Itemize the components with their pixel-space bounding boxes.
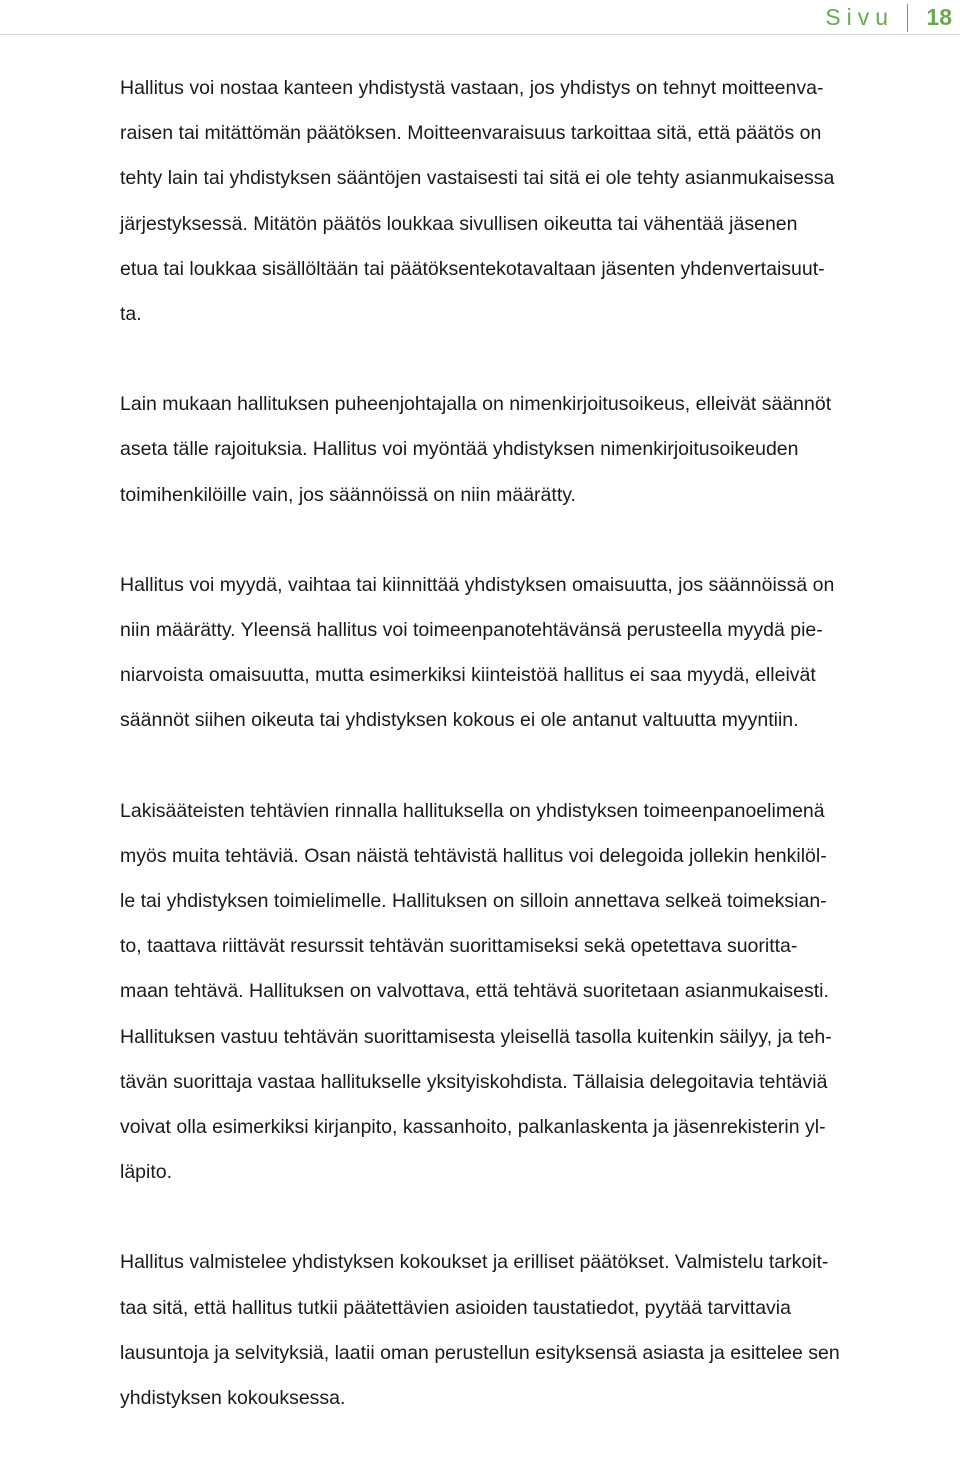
- document-body: [120, 66, 952, 1466]
- text-line: lausuntoja ja selvityksiä, laatii oman perustellun esityksensä asiasta ja esittelee sen: [120, 1341, 840, 1364]
- text-line: toimihenkilöille vain, jos säännöissä on niin määrätty.: [120, 483, 576, 506]
- paragraph-4: [120, 789, 952, 1196]
- text-line: järjestyksessä. Mitätön päätös loukkaa sivullisen oikeutta tai vähentää jäsenen: [120, 212, 798, 235]
- text-line: yhdistyksen kokouksessa.: [120, 1387, 346, 1410]
- text-line: Hallitus voi myydä, vaihtaa tai kiinnittää yhdistyksen omaisuutta, jos säännöissä on: [120, 573, 835, 596]
- text-line: myös muita tehtäviä. Osan näistä tehtävistä hallitus voi delegoida jollekin henkilöl-: [120, 844, 827, 867]
- header-separator: [907, 4, 908, 32]
- text-line: le tai yhdistyksen toimielimelle. Hallituksen on silloin annettava selkeä toimeksian-: [120, 890, 827, 913]
- text-line: tehty lain tai yhdistyksen sääntöjen vastaisesti tai sitä ei ole tehty asianmukaisessa: [120, 167, 835, 190]
- text-line: niarvoista omaisuutta, mutta esimerkiksi kiinteistöä hallitus ei saa myydä, elleivät: [120, 664, 816, 687]
- text-line: taa sitä, että hallitus tutkii päätettävien asioiden taustatiedot, pyytää tarvittavia: [120, 1296, 791, 1319]
- text-line: Hallituksen vastuu tehtävän suorittamisesta yleisellä tasolla kuitenkin säilyy, ja teh-: [120, 1025, 832, 1048]
- paragraph-5: [120, 1240, 952, 1421]
- text-line: ta.: [120, 303, 142, 326]
- page-label: Sivu: [825, 4, 894, 30]
- text-line: etua tai loukkaa sisällöltään tai päätöksentekotavaltaan jäsenten yhdenvertaisuut-: [120, 257, 825, 280]
- paragraph-3: [120, 563, 952, 744]
- text-line: Hallitus voi nostaa kanteen yhdistystä vastaan, jos yhdistys on tehnyt moitteenva-: [120, 77, 824, 99]
- text-line: aseta tälle rajoituksia. Hallitus voi myöntää yhdistyksen nimenkirjoitusoikeuden: [120, 438, 799, 461]
- text-line: läpito.: [120, 1161, 173, 1184]
- text-line: raisen tai mitättömän päätöksen. Moitteenvaraisuus tarkoittaa sitä, että päätös on: [120, 122, 822, 145]
- text-line: voivat olla esimerkiksi kirjanpito, kassanhoito, palkanlaskenta ja jäsenrekisterin yl-: [120, 1116, 826, 1139]
- page-number: 18: [926, 4, 952, 30]
- text-line: Lain mukaan hallituksen puheenjohtajalla on nimenkirjoitusoikeus, elleivät säännöt: [120, 393, 832, 416]
- paragraph-2: [120, 382, 952, 518]
- text-line: Hallitus valmistelee yhdistyksen kokoukset ja erilliset päätökset. Valmistelu tarkoit-: [120, 1251, 829, 1274]
- header-divider: [0, 34, 960, 35]
- text-line: niin määrätty. Yleensä hallitus voi toimeenpanotehtävänsä perusteella myydä pie-: [120, 619, 823, 642]
- text-line: tävän suorittaja vastaa hallitukselle yksityiskohdista. Tällaisia delegoitavia tehtäviä: [120, 1070, 828, 1093]
- page-header: [0, 0, 960, 36]
- text-line: maan tehtävä. Hallituksen on valvottava, että tehtävä suoritetaan asianmukaisesti.: [120, 980, 829, 1003]
- paragraph-1: [120, 66, 952, 337]
- text-line: säännöt siihen oikeuta tai yhdistyksen kokous ei ole antanut valtuutta myyntiin.: [120, 709, 799, 732]
- text-line: to, taattava riittävät resurssit tehtävän suorittamiseksi sekä opetettava suoritta-: [120, 935, 798, 958]
- text-line: Lakisääteisten tehtävien rinnalla hallituksella on yhdistyksen toimeenpanoelimenä: [120, 799, 825, 822]
